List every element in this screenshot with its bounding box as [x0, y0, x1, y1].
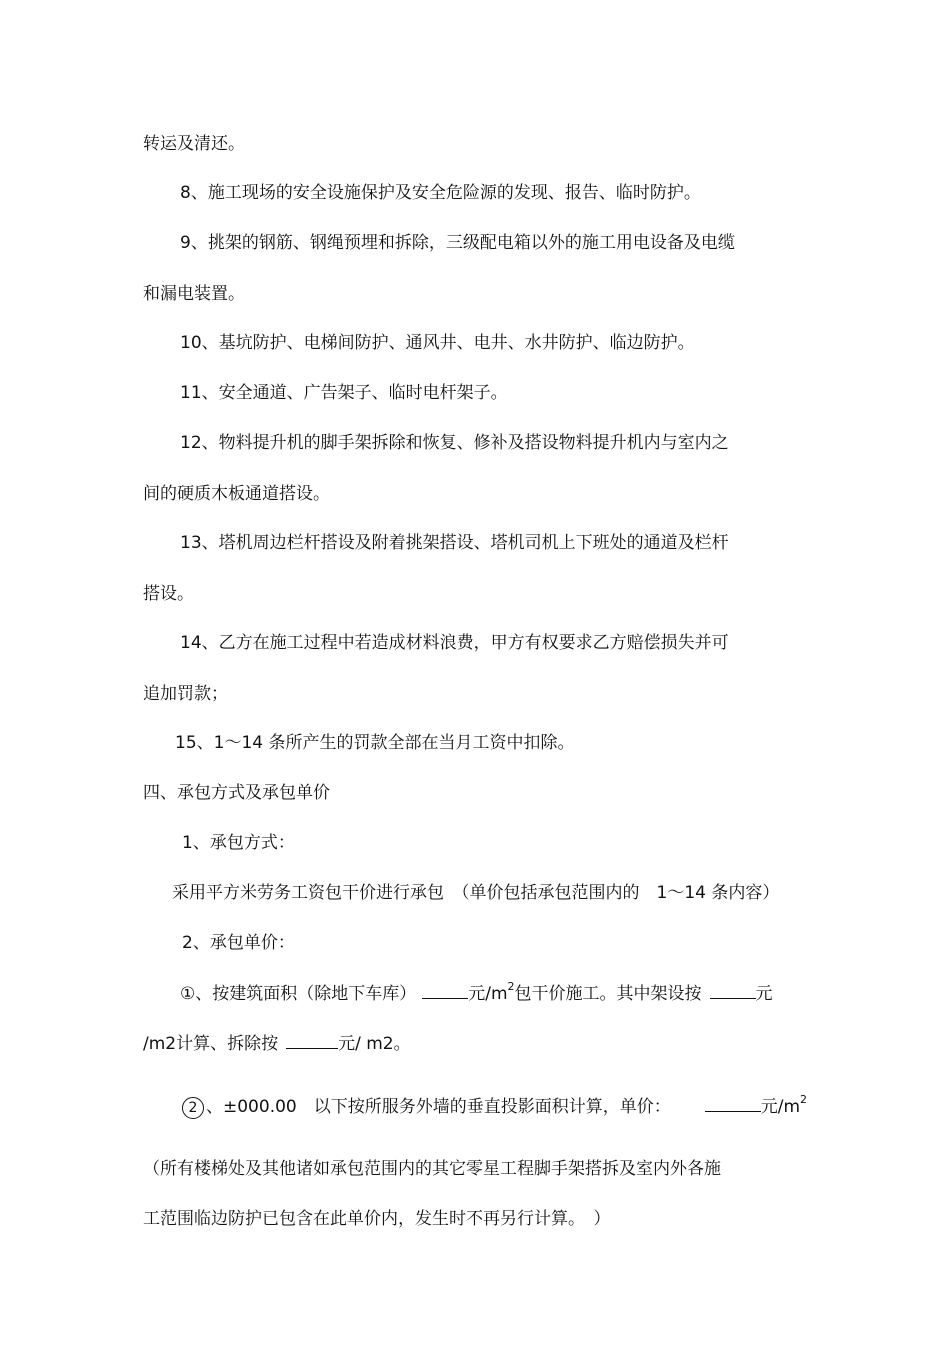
- list-item-12-continued: 间的硬质木板通道搭设。: [143, 484, 330, 504]
- list-item-14: 14、乙方在施工过程中若造成材料浪费，甲方有权要求乙方赔偿损失并可: [180, 633, 729, 653]
- list-item-15: 15、1～14 条所产生的罚款全部在当月工资中扣除。: [175, 733, 575, 753]
- section-heading: 四、承包方式及承包单价: [143, 783, 330, 803]
- erect-price-blank-field[interactable]: [710, 982, 756, 999]
- unit-price-item-1-mid: 包干价施工。其中架设按: [514, 984, 702, 1004]
- list-item-12: 12、物料提升机的脚手架拆除和恢复、修补及搭设物料提升机内与室内之: [180, 433, 729, 453]
- unit-price-item-2: [182, 1095, 807, 1119]
- price-blank-field[interactable]: [422, 982, 468, 999]
- unit-text: 元/m: [468, 984, 508, 1004]
- list-item-10: 10、基坑防护、电梯间防护、通风井、电井、水井防护、临边防护。: [180, 333, 695, 353]
- dismantle-price-blank-field[interactable]: [286, 1032, 338, 1049]
- list-item-11: 11、安全通道、广告架子、临时电杆架子。: [180, 383, 508, 403]
- unit-price-item-1-continued: [143, 1032, 411, 1055]
- unit-price-item-2-label: 、±000.00 以下按所服务外墙的垂直投影面积计算，单价：: [206, 1097, 671, 1117]
- unit-text: 元/ m2。: [338, 1034, 411, 1054]
- note-line-continued: 工范围临边防护已包含在此单价内，发生时不再另行计算。 ）: [143, 1209, 611, 1229]
- circled-number: 2: [182, 1097, 204, 1119]
- list-item-9: 9、挑架的钢筋、钢绳预埋和拆除，三级配电箱以外的施工用电设备及电缆: [180, 233, 735, 253]
- list-item-8: 8、施工现场的安全设施保护及安全危险源的发现、报告、临时防护。: [180, 183, 701, 203]
- list-item-14-continued: 追加罚款；: [143, 684, 228, 704]
- unit-price-item-1-label: ①、按建筑面积（除地下车库）: [180, 984, 417, 1004]
- list-item-13: 13、塔机周边栏杆搭设及附着挑架搭设、塔机司机上下班处的通道及栏杆: [180, 533, 729, 553]
- text-line: 转运及清还。: [143, 134, 245, 154]
- unit-superscript: 2: [800, 1093, 808, 1107]
- facade-price-blank-field[interactable]: [705, 1095, 761, 1112]
- unit-superscript: 2: [507, 980, 515, 994]
- unit-price-item-1-cont-label: /m2计算、拆除按: [143, 1034, 279, 1054]
- contract-method-text: 采用平方米劳务工资包干价进行承包 （单价包括承包范围内的 1～14 条内容）: [172, 883, 780, 903]
- list-item-13-continued: 搭设。: [143, 584, 194, 604]
- unit-text: 元/m: [760, 1097, 801, 1117]
- subheading-unit-price: 2、承包单价：: [182, 933, 295, 953]
- list-item-9-continued: 和漏电装置。: [143, 284, 245, 304]
- subheading-contract-method: 1、承包方式：: [182, 833, 295, 853]
- unit-text: 元: [755, 984, 773, 1004]
- unit-price-item-1: [180, 982, 773, 1005]
- note-line: （所有楼梯处及其他诸如承包范围内的其它零星工程脚手架搭拆及室内外各施: [143, 1159, 721, 1179]
